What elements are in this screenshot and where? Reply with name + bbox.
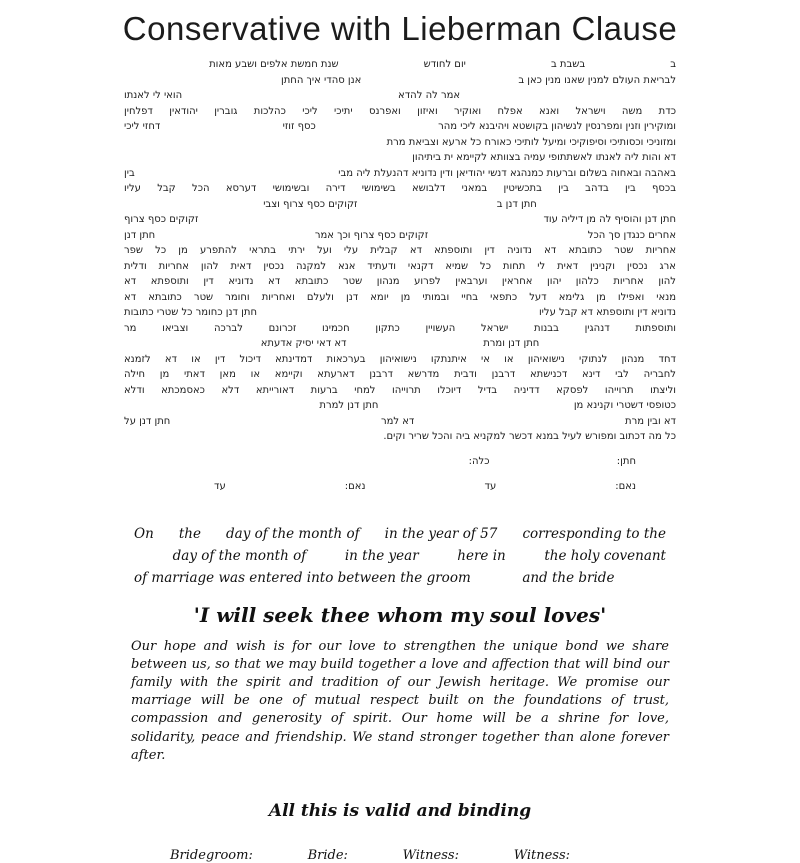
hebrew-line-segment: זקוקים כסף צרוף וצבי: [263, 198, 358, 210]
hebrew-signature-row: [214, 454, 636, 470]
hebrew-line-segment: דא למר: [380, 415, 415, 427]
hebrew-signature-row-segment: עד: [484, 481, 497, 492]
date-fill-row-segment: here in: [457, 547, 506, 564]
hebrew-line-segment: חתן דנן: [124, 229, 156, 241]
hebrew-line: [124, 414, 676, 430]
hebrew-line: וליצתו תרוייהו לפסקא דדיניה בדיל דיוכלו תרוייהו למחי ברעות דאורייתא דלא כאסמכתא ודלא: [124, 384, 676, 396]
hebrew-line-segment: דא ובין מרת: [625, 415, 676, 427]
hebrew-line-segment: חתן דנן ומרת: [483, 338, 540, 349]
hebrew-line: [124, 197, 676, 213]
hebrew-line: [124, 88, 676, 104]
hebrew-line: [124, 228, 676, 244]
hebrew-line-segment: חתן דנן והוסיף לה מן דיליה עוד: [543, 214, 676, 225]
hebrew-line: מנאי ואפילו מן גלימא דעל כתפאי בחיי ובמותי מן יומא דנן ולעלם ואחריות וחומר שטר כתובתא דא: [124, 291, 676, 303]
hebrew-line-segment: כסף זוזי: [282, 121, 316, 132]
hebrew-signature-block: [124, 454, 676, 495]
hebrew-line-segment: יום לחודש: [423, 59, 466, 70]
date-fill-row-segment: day of the month of: [172, 547, 307, 564]
signature-label: Bridegroom:: [170, 847, 253, 863]
hebrew-line-segment: דא והות ליה לאנתו לאשתתופי עמיה בצוותא לקיימא ית ביתיהון: [412, 152, 676, 163]
hebrew-line-segment: כל מה דכתוב ומפורש לעיל במנא דכשר למקניא ביה והכל שריר וקים.: [383, 431, 676, 442]
hebrew-signature-row-segment: עד: [214, 481, 226, 492]
hebrew-line: [124, 336, 676, 352]
hebrew-line-segment: חתן דנן למרת: [319, 400, 379, 411]
hebrew-signature-row-segment: כלה:: [468, 455, 490, 467]
ketubah-document: [0, 10, 800, 863]
quote-line: 'I will seek thee whom my soul loves': [193, 602, 607, 627]
signature-label: Witness:: [402, 847, 459, 863]
signature-label: Witness:: [513, 847, 570, 863]
hebrew-line: [124, 398, 676, 414]
hebrew-line-segment: ומוקירין וזנין ומפרנסין לנשיהון בקושטא ויהיבנא ליכי מהר: [438, 121, 676, 132]
date-fill-row-segment: day of the month of: [226, 525, 360, 542]
hebrew-line-segment: חתן דנן ב: [496, 198, 537, 210]
hebrew-line-segment: זקוקים כסף צרוף וכך אמר: [314, 229, 429, 241]
hebrew-line-segment: חתן דנן על: [124, 415, 171, 427]
hebrew-line: כדת משה וישראל ואנא אפלח ואוקיר ואיזון ואפרנס יתיכי ליכי כהלכות גוברין יהודאין דפלחין: [124, 105, 676, 117]
hebrew-line-segment: נדוניא דין ותוספתא דא קבל עליו: [538, 307, 676, 318]
english-date-section: [134, 523, 666, 589]
hebrew-line: אחריות שטר כתובתא דא נדוניה דין ותוספתא דא קבלית עלי ועל ירתי בתראי להתפרע מן כל שפר: [124, 245, 676, 256]
hebrew-line: להון אחריות כלהון יהון אחראין וערבאין לפרוע מנהון שטר כתובתא דא נדוניא דין ותוספתא דא: [124, 276, 676, 287]
hebrew-line-segment: בין: [124, 167, 135, 179]
hebrew-line-segment: בשבת ב: [550, 59, 586, 70]
hebrew-signature-row-segment: נאם:: [615, 481, 636, 492]
hebrew-line-segment: זקוקים כסף צרוף: [124, 214, 199, 225]
hebrew-signature-row-segment: נאם:: [344, 481, 366, 492]
hebrew-line-segment: דחזי ליכי: [124, 121, 161, 132]
date-fill-row-segment: in the year of 57: [384, 525, 498, 542]
hebrew-line-segment: שנת חמשת אלפים ושבע מאות: [209, 59, 339, 70]
hebrew-line: ארג נכסין וקנינין דאית לי תחות כל שמיא דקנאי ודעתיד אנא למקנה נכסין דאית להון אחריות ודלית: [124, 260, 676, 272]
date-fill-row-segment: On: [134, 525, 154, 542]
hebrew-line-segment: אנן סהדי איך החתן: [281, 74, 362, 86]
hebrew-line-segment: ומזוניכי וכסותיכי וסיפוקיכי ומיעל לותיכי כאורח כל ארעא וצביאת מרת: [386, 136, 676, 148]
hebrew-line: [124, 73, 676, 89]
hebrew-line-segment: אמר לה להדא: [398, 90, 461, 101]
hebrew-line: [124, 429, 676, 445]
date-fill-row-segment: and the bride: [522, 569, 615, 586]
hebrew-lines: [124, 57, 676, 445]
hebrew-line-segment: דא דאי יסיק אדעתא: [260, 338, 347, 349]
date-fill-row: [134, 567, 666, 589]
hebrew-line-segment: באהבה ובאחוה בשלום וברעות כמנהגא דנשי יהודיאן ודין נדוניא דהנעלת ליה מבי: [338, 167, 676, 179]
date-fill-row-segment: the holy covenant: [544, 547, 666, 564]
date-fill-row: [134, 523, 666, 545]
signature-labels-row: [170, 848, 570, 863]
hebrew-line-segment: חתן דנן כחומר כל שטרי כתובות: [124, 307, 257, 318]
hebrew-text-block: [124, 57, 676, 495]
date-fill-row-segment: corresponding to the: [522, 525, 666, 542]
date-fill-row-segment: in the year: [344, 547, 419, 564]
hebrew-signature-row-segment: חתן:: [616, 455, 636, 467]
hebrew-line: ותוספתות דנהגין בבנות ישראל העשויין כתקון חכמינו זכרונם לברכה וצביאו מר: [124, 322, 676, 334]
hebrew-line: [124, 305, 676, 321]
hebrew-line-segment: אחרים כנגדן סך הכל: [587, 229, 676, 241]
hebrew-line: [124, 135, 676, 151]
hebrew-line: [124, 57, 676, 73]
hebrew-line: [124, 212, 676, 228]
hebrew-line: [124, 150, 676, 166]
hebrew-line-segment: ב: [670, 59, 676, 70]
hebrew-line-segment: הואי לי לאנתו: [124, 90, 183, 101]
document-title: Conservative with Lieberman Clause: [122, 10, 678, 47]
date-fill-row: [134, 545, 666, 567]
hebrew-line-segment: כטופסי דשטרי וקנינא מן: [573, 400, 676, 411]
hebrew-line: לחבריה לבי דינא דכנישתא דרבנן ודבית מדרשא דרבנן דארעתא וקיימא או מאן דאתי מן חילה: [124, 369, 676, 380]
hebrew-line: [124, 119, 676, 135]
vow-paragraph: Our hope and wish is for our love to strengthen the unique bond we share between us, so that we may build together a love and affection that will bind our family with the spirit and tradition of our Jewish heritage. We promise our marriage will be one of mutual respect built on the foundations of trust, compassion and generosity of spirit. Our home will be a shrine for love, solidarity, peace and friendship. We stand stronger together than alone forever after.: [131, 638, 669, 763]
binding-heading: All this is valid and binding: [268, 800, 532, 821]
signature-label: Bride:: [307, 847, 348, 863]
date-fill-row-segment: of marriage was entered into between the groom: [134, 569, 471, 586]
hebrew-line-segment: לבריאת העולם למנין שאנו מנין כאן ב: [518, 74, 676, 86]
hebrew-line: [124, 166, 676, 182]
date-fill-row-segment: the: [178, 525, 201, 542]
hebrew-signature-row: [214, 479, 636, 495]
hebrew-line: בכסף בין בדהב בין בתכשיטין במאני דלבושא בשימושי דירה ובשימושי דערסא הכל קבל עליו: [124, 183, 676, 194]
hebrew-line: דחד מנהון לנתוקי נישואיהון או אי איתנתקו נישואיהון בערכאות דמדינתא דיכול דין או דא לזמנא: [124, 353, 676, 365]
